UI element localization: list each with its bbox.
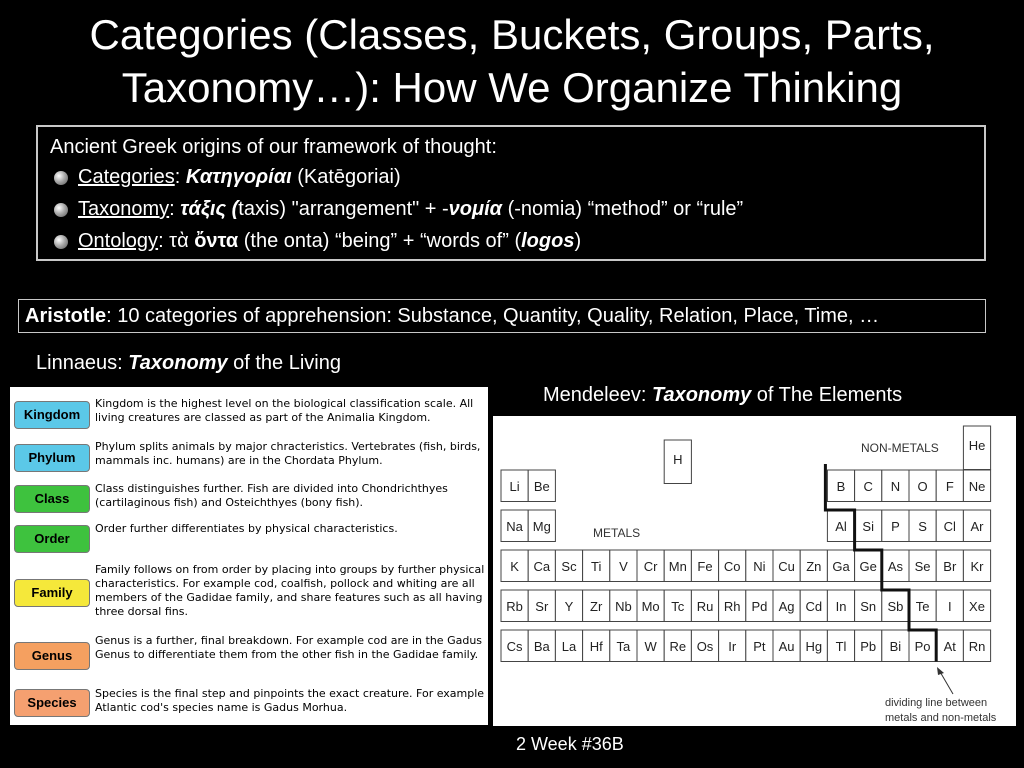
periodic-table-panel [493, 416, 1016, 726]
term-sep: : [169, 198, 181, 220]
element-symbol: Rn [968, 638, 986, 654]
term-ontology: Ontology [78, 230, 159, 252]
aristotle-text: : 10 categories of apprehension: Substance, Quantity, Quality, Relation, Place, Time, … [106, 305, 880, 327]
element-symbol: Na [506, 518, 523, 534]
element-symbol: Po [914, 638, 931, 654]
element-symbol: Ti [591, 558, 602, 574]
term-sep: : τὰ [158, 230, 195, 252]
element-symbol: Rh [723, 598, 741, 614]
element-symbol: Cr [643, 558, 658, 574]
element-symbol: I [947, 598, 952, 614]
term-mid: taxis) "arrangement" + - [238, 198, 449, 220]
element-symbol: Al [835, 518, 847, 534]
rank-row-species [10, 685, 488, 721]
caption-em: Taxonomy [651, 384, 752, 406]
divider-note-line-2: metals and non-metals [885, 712, 997, 724]
element-symbol: Mo [641, 598, 660, 614]
term-rest: (Katēgoriai) [291, 166, 401, 188]
element-symbol: He [968, 437, 986, 453]
linnaeus-caption [36, 352, 341, 375]
element-symbol: Ga [832, 558, 850, 574]
divider-note-line-1: dividing line between [885, 697, 988, 709]
greek-origins-box [36, 125, 986, 261]
element-symbol: La [561, 638, 577, 654]
element-symbol: Ir [728, 638, 737, 654]
element-symbol: Zr [590, 598, 603, 614]
element-symbol: W [644, 638, 657, 654]
element-symbol: C [863, 478, 873, 494]
element-symbol: Pt [753, 638, 766, 654]
caption-prefix: Mendeleev: [543, 384, 652, 406]
element-symbol: Cd [805, 598, 823, 614]
term-rest: (-nomia) “method” or “rule” [502, 198, 744, 220]
rank-description: Genus is a further, final breakdown. For example cod are in the Gadus Genus to differentiate them from the other fish in the Gadidae family. [95, 634, 483, 661]
element-symbol: V [619, 558, 628, 574]
element-symbol: Sn [860, 598, 877, 614]
element-symbol: Hg [805, 638, 823, 654]
rank-label: Species [14, 689, 90, 717]
rank-label: Order [14, 525, 90, 553]
rank-row-kingdom [10, 395, 488, 435]
caption-prefix: Linnaeus: [36, 352, 129, 374]
element-symbol: Mg [532, 518, 551, 534]
element-symbol: In [835, 598, 847, 614]
element-symbol: Sr [535, 598, 549, 614]
greek-word: τάξις ( [180, 198, 239, 220]
element-symbol: Ni [753, 558, 766, 574]
rank-description: Species is the final step and pinpoints the exact creature. For example Atlantic cod's species name is Gadus Morhua. [95, 687, 485, 714]
element-symbol: Mn [668, 558, 687, 574]
greek-word: ὄντα [194, 230, 239, 252]
rank-label: Class [14, 485, 90, 513]
rank-label: Kingdom [14, 401, 90, 429]
element-symbol: Kr [970, 558, 984, 574]
element-symbol: Be [533, 478, 550, 494]
bullet-categories [50, 161, 972, 193]
element-symbol: F [945, 478, 954, 494]
bullet-icon [54, 171, 68, 185]
rank-row-family [10, 561, 488, 625]
element-symbol: K [510, 558, 519, 574]
rank-row-phylum [10, 438, 488, 478]
element-symbol: Li [509, 478, 520, 494]
element-symbol: Ge [859, 558, 877, 574]
term-rest: ) [574, 230, 582, 252]
element-symbol: Ru [696, 598, 714, 614]
rank-description: Family follows on from order by placing into groups by further physical characteristics. For example cod, coalfish, pollock and whiting are all members of the Gadidae family, and share features such as all having three dorsal fins. [95, 563, 485, 618]
element-symbol: Co [723, 558, 741, 574]
rank-row-genus [10, 632, 488, 680]
element-symbol: Xe [969, 598, 985, 614]
element-symbol: B [836, 478, 846, 494]
greek-word-2: νομία [448, 198, 503, 220]
mendeleev-caption [543, 384, 902, 407]
element-symbol: Au [778, 638, 795, 654]
rank-description: Order further differentiates by physical characteristics. [95, 522, 398, 535]
metals-label: METALS [593, 526, 641, 540]
rank-row-order [10, 520, 488, 558]
element-symbol: O [917, 478, 928, 494]
nonmetals-label: NON-METALS [861, 441, 939, 455]
term-mid: (the onta) “being” + “words of” ( [238, 230, 522, 252]
bullet-taxonomy [50, 193, 972, 225]
caption-suffix: of the Living [227, 352, 341, 374]
element-symbol: Y [564, 598, 574, 614]
element-symbol: P [891, 518, 900, 534]
element-symbol: Ar [970, 518, 984, 534]
rank-description: Class distinguishes further. Fish are divided into Chondrichthyes (cartilaginous fish) and Osteichthyes (bony fish). [95, 482, 448, 509]
rank-label: Genus [14, 642, 90, 670]
element-symbol: Ba [533, 638, 550, 654]
element-symbol: Bi [889, 638, 902, 654]
element-symbol: Cl [943, 518, 956, 534]
term-taxonomy: Taxonomy [78, 198, 170, 220]
element-symbol: Cu [778, 558, 795, 574]
element-symbol: As [887, 558, 903, 574]
element-symbol: Ca [533, 558, 551, 574]
element-symbol: H [673, 451, 683, 467]
element-symbol: Tl [835, 638, 847, 654]
greek-word-2: logos [521, 230, 575, 252]
aristotle-box [18, 299, 986, 333]
slide-title [0, 8, 1024, 114]
annotation-arrowhead [937, 667, 944, 675]
element-symbol: At [943, 638, 956, 654]
slide-footer: 2 Week #36B [516, 734, 624, 754]
element-symbol: N [890, 478, 901, 494]
title-line-1: Categories (Classes, Buckets, Groups, Parts, [89, 11, 935, 58]
greek-word: Κατηγορίαι [185, 166, 292, 188]
title-line-2: Taxonomy…): How We Organize Thinking [121, 64, 903, 111]
element-symbol: Sc [561, 558, 577, 574]
element-symbol: Ne [968, 478, 986, 494]
element-symbol: Zn [806, 558, 822, 574]
bullet-icon [54, 235, 68, 249]
element-symbol: Cs [506, 638, 523, 654]
element-symbol: Ta [616, 638, 631, 654]
periodic-table [493, 416, 1016, 726]
rank-label: Family [14, 579, 90, 607]
caption-suffix: of The Elements [751, 384, 903, 406]
element-symbol: Fe [697, 558, 713, 574]
element-symbol: Br [943, 558, 957, 574]
element-symbol: Se [914, 558, 931, 574]
element-symbol: Os [696, 638, 714, 654]
element-symbol: Nb [615, 598, 632, 614]
element-symbol: Pd [751, 598, 768, 614]
term-categories: Categories [78, 166, 175, 188]
element-symbol: Rb [506, 598, 523, 614]
rank-description: Kingdom is the highest level on the biological classification scale. All living creatures are classed as part of the Animalia Kingdom. [95, 397, 474, 424]
element-symbol: Te [915, 598, 930, 614]
element-symbol: Si [862, 518, 874, 534]
element-symbol: S [918, 518, 927, 534]
rank-label: Phylum [14, 444, 90, 472]
term-sep: : [174, 166, 186, 188]
bullet-ontology [50, 225, 972, 257]
element-symbol: Pb [860, 638, 877, 654]
caption-em: Taxonomy [128, 352, 228, 374]
greek-intro: Ancient Greek origins of our framework of thought: [50, 136, 497, 158]
element-symbol: Sb [887, 598, 904, 614]
element-symbol: Ag [778, 598, 795, 614]
rank-description: Phylum splits animals by major chracteristics. Vertebrates (fish, birds, mammals inc. humans) are in the Chordata Phylum. [95, 440, 481, 467]
element-symbol: Tc [671, 598, 685, 614]
rank-row-class [10, 480, 488, 518]
element-symbol: Re [669, 638, 687, 654]
element-symbol: Hf [589, 638, 603, 654]
bullet-icon [54, 203, 68, 217]
linnaeus-taxonomy-panel [10, 387, 488, 725]
aristotle-name: Aristotle [25, 305, 107, 327]
